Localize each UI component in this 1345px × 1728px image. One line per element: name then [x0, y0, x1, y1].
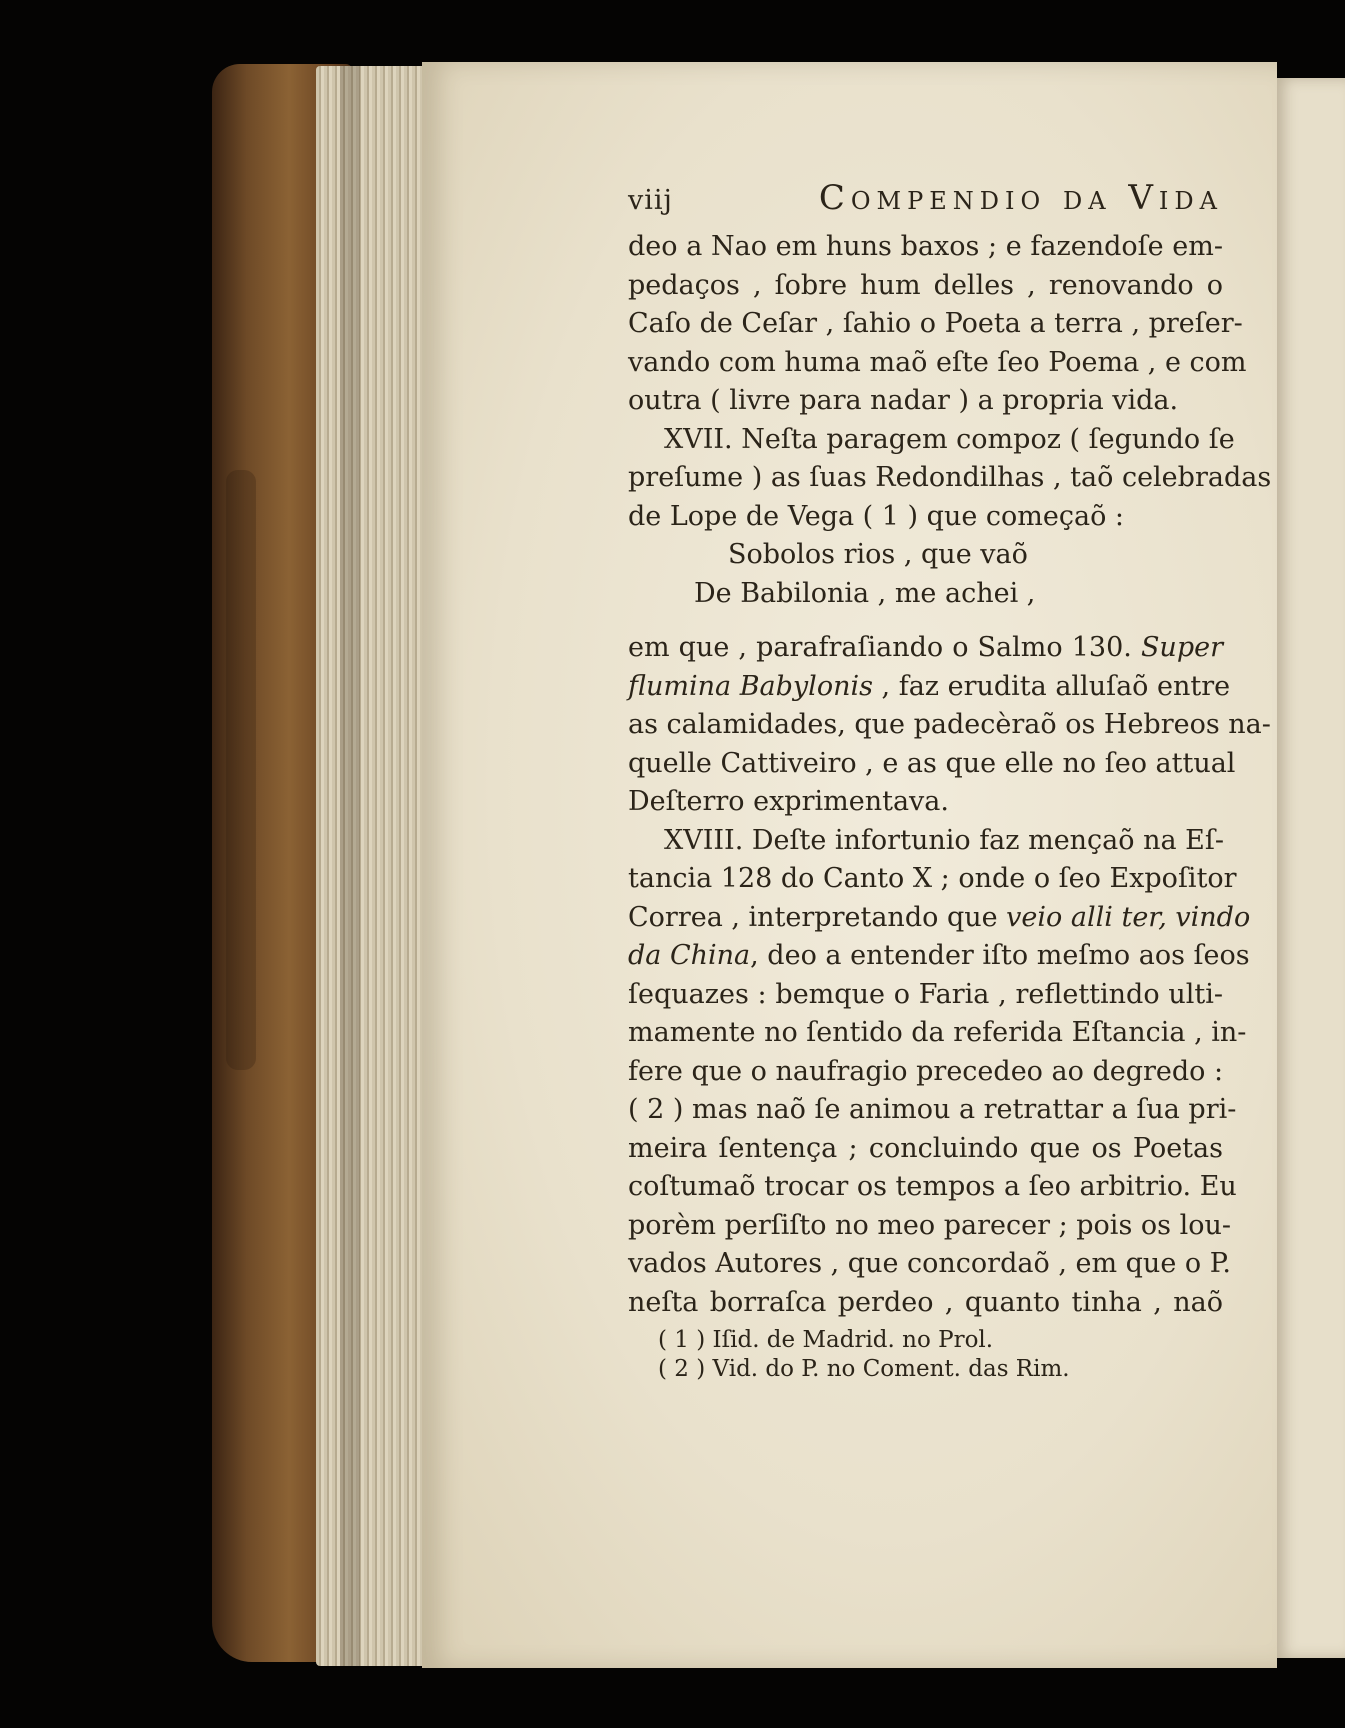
- text-line: ſequazes : bemque o Faria , reflettindo ulti-: [628, 978, 1223, 1010]
- text-line: de Lope de Vega ( 1 ) que começaõ :: [628, 500, 1125, 532]
- text-line: outra ( livre para nadar ) a propria vida.: [628, 385, 1179, 416]
- text-line: meira ſentença ; concluindo que os Poetas: [628, 1132, 1223, 1164]
- text-line: [628, 899, 1251, 938]
- page-number: viij: [628, 185, 673, 216]
- text-line: tancia 128 do Canto X ; onde o ſeo Expoſitor: [628, 863, 1237, 894]
- latin-title: flumina Babylonis: [628, 670, 873, 702]
- text-span: em que , parafraſiando o Salmo 130.: [628, 632, 1141, 663]
- page-edges: [316, 66, 428, 1666]
- quoted-phrase: da China: [628, 940, 751, 971]
- text-line: XVIII. Deſte infortunio faz mençaõ na Eſ-: [664, 824, 1225, 856]
- text-line: pedaços , ſobre hum delles , renovando o: [628, 269, 1223, 301]
- text-line: [628, 629, 1223, 668]
- verse-line: Sobolos rios , que vaõ: [728, 539, 1028, 570]
- text-line: as calamidades, que padecèraõ os Hebreos na-: [628, 709, 1271, 740]
- verse-line: De Babilonia , me achei ,: [694, 577, 1036, 609]
- text-line: fere que o naufragio precedeo ao degredo :: [628, 1055, 1224, 1087]
- text-line: preſume ) as ſuas Redondilhas , taõ celebradas: [628, 462, 1272, 493]
- text-line: quelle Cattiveiro , e as que elle no ſeo attual: [628, 747, 1236, 779]
- text-line: deo a Nao em huns baxos ; e fazendoſe em-: [628, 231, 1223, 262]
- gutter-shadow: [340, 66, 360, 1666]
- text-line: porèm perſiſto no meo parecer ; pois os lou-: [628, 1209, 1231, 1241]
- latin-title: Super: [1140, 632, 1223, 663]
- footnote: ( 1 ) Iſid. de Madrid. no Prol.: [658, 1327, 994, 1353]
- text-line: XVII. Neſta paragem compoz ( ſegundo ſe: [664, 423, 1235, 455]
- text-span: Correa , interpretando que: [628, 901, 1007, 933]
- text-line: vando com huma maõ eſte ſeo Poema , e com: [628, 346, 1247, 378]
- running-title: Compendio da Vida: [818, 178, 1223, 218]
- text-block: [628, 178, 1272, 1384]
- cover-wear: [226, 470, 256, 1070]
- text-span: , deo a entender iſto meſmo aos ſeos: [750, 940, 1250, 971]
- text-line: [628, 937, 1250, 976]
- text-line: coſtumaõ trocar os tempos a ſeo arbitrio. Eu: [628, 1171, 1237, 1202]
- footnote: ( 2 ) Vid. do P. no Coment. das Rim.: [658, 1356, 1070, 1382]
- text-line: neſta borraſca perdeo , quanto tinha , naõ: [628, 1286, 1223, 1318]
- text-line: mamente no ſentido da referida Eſtancia , in-: [628, 1017, 1247, 1048]
- page-header: [628, 178, 1223, 228]
- text-line: ( 2 ) mas naõ ſe animou a retrattar a ſua pri-: [628, 1094, 1237, 1125]
- text-span: , faz erudita alluſaõ entre: [872, 670, 1231, 702]
- facing-page-edge: [1274, 78, 1345, 1658]
- text-line: Caſo de Ceſar , ſahio o Poeta a terra , preſer-: [628, 308, 1243, 339]
- text-line: [628, 668, 1231, 707]
- quoted-phrase: veio alli ter, vindo: [1006, 901, 1251, 933]
- text-line: vados Autores , que concordaõ , em que o P.: [628, 1248, 1231, 1279]
- text-line: Deſterro exprimentava.: [628, 786, 949, 817]
